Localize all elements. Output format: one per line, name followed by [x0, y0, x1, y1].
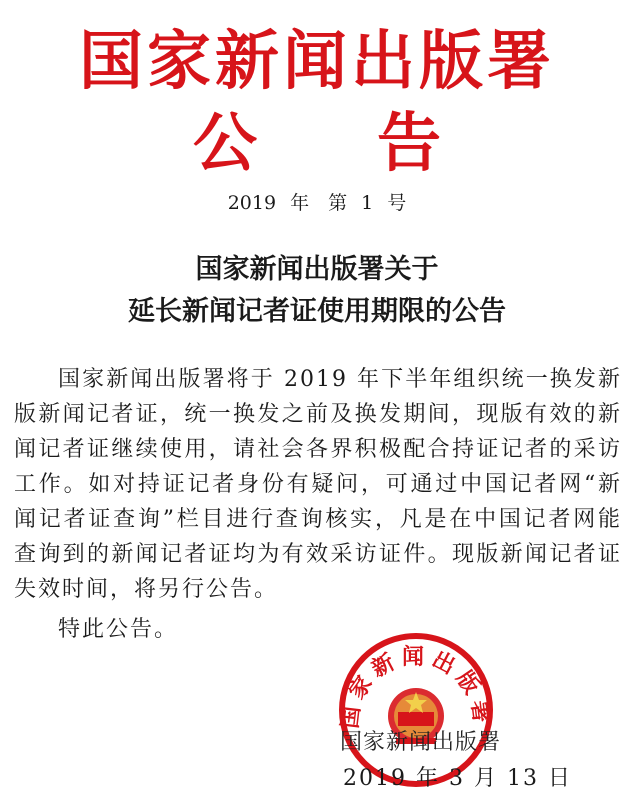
body-paragraph: 国家新闻出版署将于 2019 年下半年组织统一换发新版新闻记者证，统一换发之前及换发期间，现版有效的新闻记者证继续使用，请社会各界积极配合持证记者的采访工作。如对持证记者身份有疑问，可通过中国记者网“新闻记者证查询”栏目进行查询核实，凡是在中国记者网能查询到的新闻记者证均为有效采访证件。现版新闻记者证失效时间，将另行公告。: [14, 367, 622, 602]
subject-title: [0, 249, 634, 333]
document-type-heading: 公告: [193, 106, 561, 181]
signing-date: 2019 年 3 月 13 日: [343, 766, 572, 791]
subject-line-1: 国家新闻出版署关于: [195, 254, 439, 285]
signing-organization: 国家新闻出版署: [340, 730, 502, 755]
seal-text: 国家新闻出版署: [336, 644, 496, 730]
notice-body: [14, 362, 622, 607]
document-number: 2019 年 第 1 号: [227, 192, 407, 214]
closing-phrase: 特此公告。: [58, 617, 179, 642]
organization-heading: 国家新闻出版署: [79, 24, 555, 99]
subject-line-2: 延长新闻记者证使用期限的公告: [128, 296, 506, 327]
